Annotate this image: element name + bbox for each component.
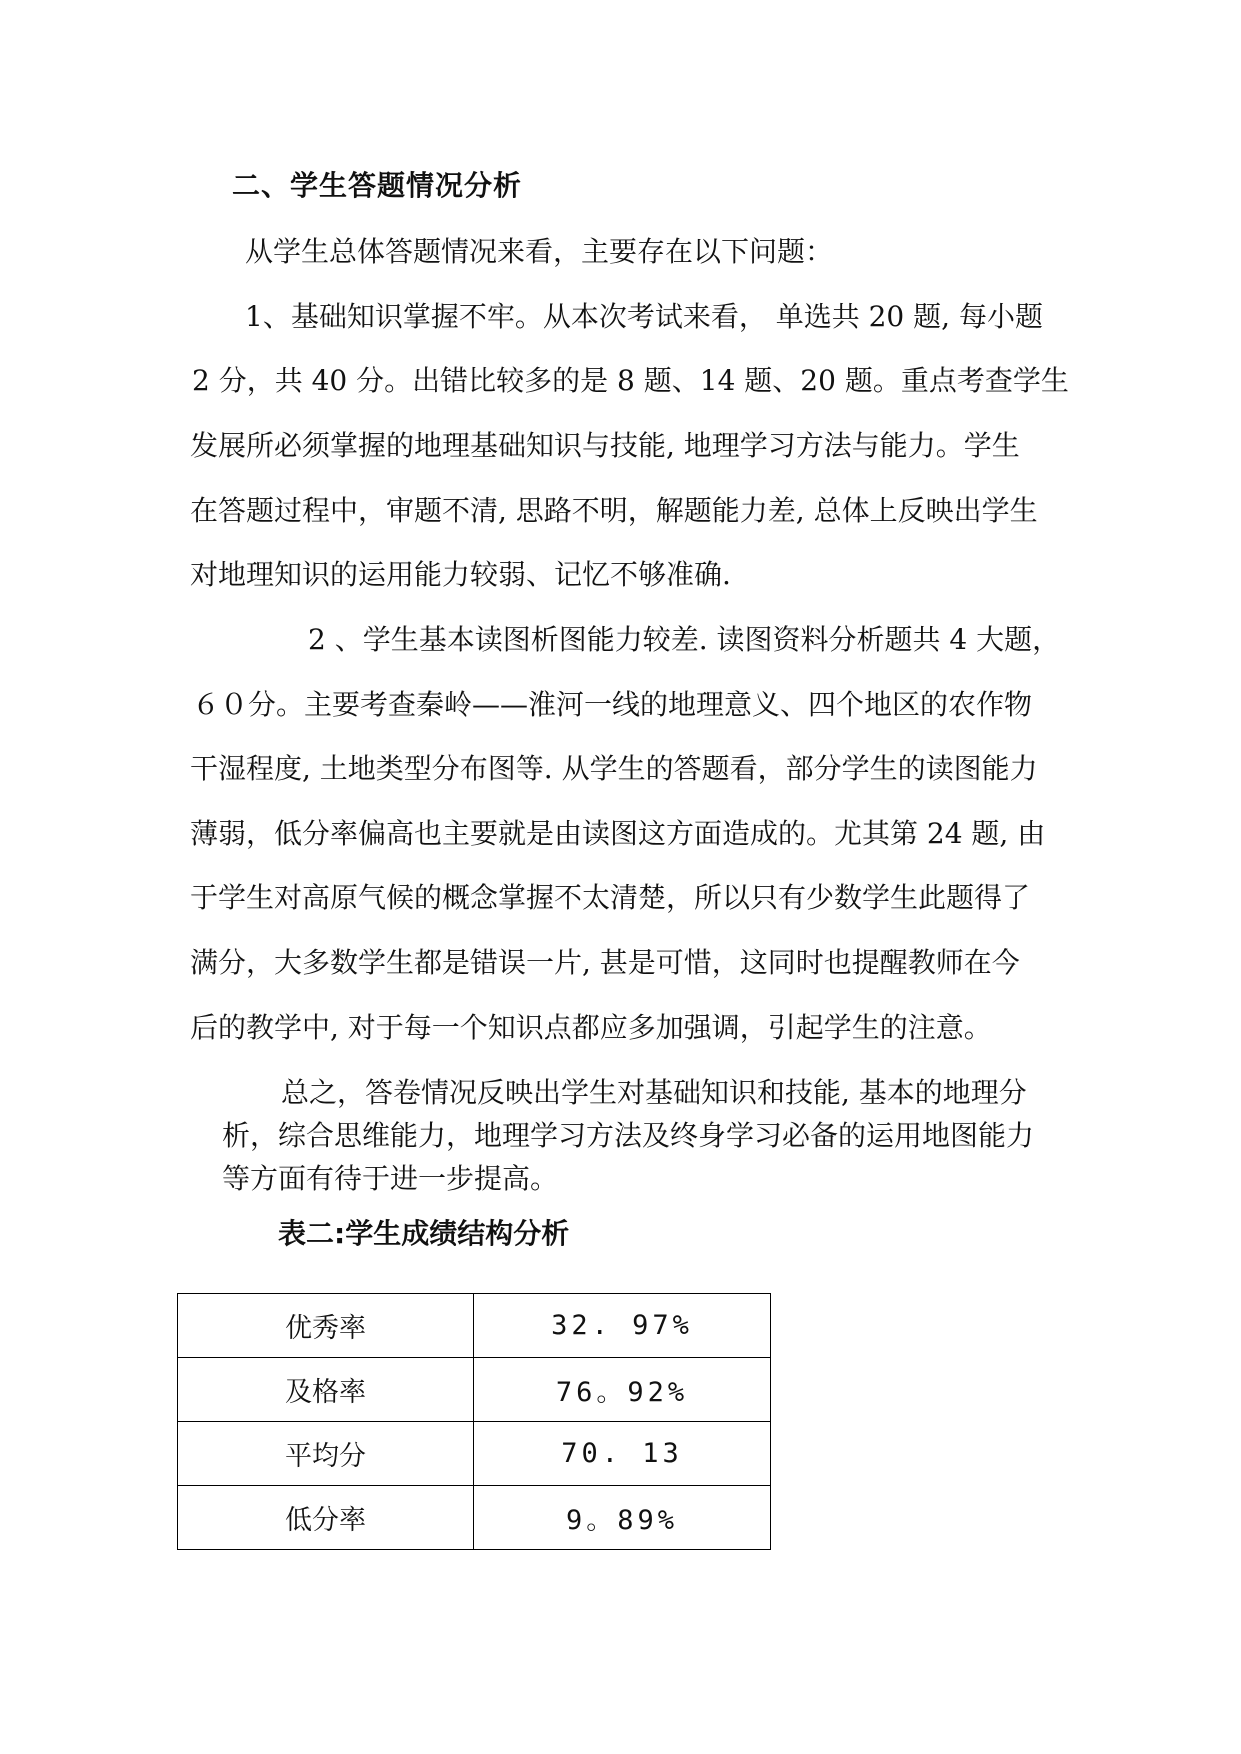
paragraph-line: ６０分。主要考查秦岭——淮河一线的地理意义、四个地区的农作物 [192, 688, 1033, 721]
row-label: 及格率 [178, 1358, 474, 1422]
table-row [178, 1358, 771, 1422]
row-label: 低分率 [178, 1486, 474, 1550]
summary-line: 总之，答卷情况反映出学生对基础知识和技能, 基本的地理分 [281, 1076, 1027, 1109]
paragraph-line: 1、基础知识掌握不牢。从本次考试来看， 单选共 20 题, 每小题 [245, 300, 1043, 333]
row-label: 优秀率 [178, 1294, 474, 1358]
row-value: 76。92% [474, 1358, 771, 1422]
section-heading: 二、学生答题情况分析 [232, 169, 523, 202]
paragraph-line: 发展所必须掌握的地理基础知识与技能, 地理学习方法与能力。学生 [190, 429, 1020, 462]
summary-line: 析，综合思维能力，地理学习方法及终身学习必备的运用地图能力 [222, 1119, 1035, 1152]
table-row [178, 1422, 771, 1486]
table-row [178, 1486, 771, 1550]
row-label: 平均分 [178, 1422, 474, 1486]
table-title: 表二:学生成绩结构分析 [278, 1217, 570, 1250]
paragraph-line: 干湿程度, 土地类型分布图等. 从学生的答题看，部分学生的读图能力 [190, 752, 1038, 785]
paragraph-line: 从学生总体答题情况来看，主要存在以下问题： [245, 235, 834, 268]
paragraph-line: 于学生对高原气候的概念掌握不太清楚，所以只有少数学生此题得了 [190, 881, 1031, 914]
paragraph-line: 对地理知识的运用能力较弱、记忆不够准确. [190, 558, 731, 591]
row-value: 9。89% [474, 1486, 771, 1550]
row-value: 70. 13 [474, 1422, 771, 1486]
summary-line: 等方面有待于进一步提高。 [222, 1162, 559, 1195]
paragraph-line: 在答题过程中，审题不清, 思路不明，解题能力差, 总体上反映出学生 [190, 494, 1038, 527]
paragraph-line: 2 、学生基本读图析图能力较差. 读图资料分析题共 4 大题， [308, 623, 1061, 656]
paragraph-line: 2 分，共 40 分。出错比较多的是 8 题、14 题、20 题。重点考查学生 [192, 364, 1069, 397]
paragraph-line: 薄弱，低分率偏高也主要就是由读图这方面造成的。尤其第 24 题, 由 [190, 817, 1046, 850]
paragraph-line: 满分，大多数学生都是错误一片, 甚是可惜，这同时也提醒教师在今 [190, 946, 1020, 979]
table-row [178, 1294, 771, 1358]
grade-structure-table [177, 1293, 771, 1550]
paragraph-line: 后的教学中, 对于每一个知识点都应多加强调，引起学生的注意。 [190, 1011, 992, 1044]
row-value: 32. 97% [474, 1294, 771, 1358]
